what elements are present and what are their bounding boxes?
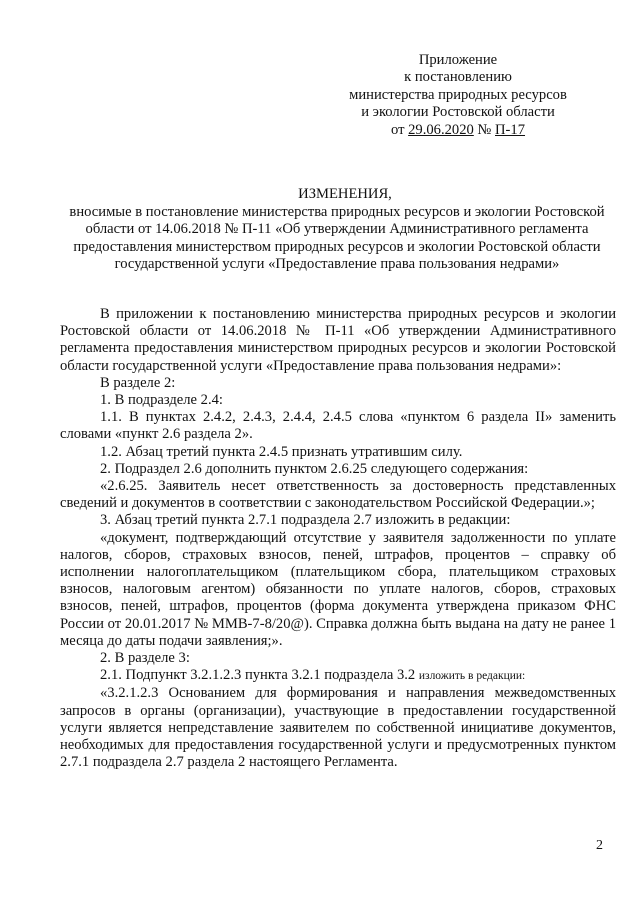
decree-number: П-17: [495, 121, 526, 138]
paragraph: «документ, подтверждающий отсутствие у заявителя задолженности по уплате налогов, сборов, страховых взносов, пеней, штрафов, процентов – справку об исполнении налогоплательщиком (плательщиком сбора, плательщиком страховых взносов, налоговым агентом) обязанности по уплате налогов, сборов, страховых взносов, пеней, штрафов, процентов (форма документа утверждена приказом ФНС России от 20.01.2017 № ММВ-7-8/20@). Справка должна быть выдана на дату не ранее 1 месяца до даты подачи заявления;».: [60, 529, 616, 649]
paragraph: 3. Абзац третий пункта 2.7.1 подраздела 2.7 изложить в редакции:: [100, 512, 511, 529]
paragraph: «2.6.25. Заявитель несет ответственность за достоверность представленных сведений и документов в соответствии с законодательством Российской Федерации.»;: [60, 478, 616, 512]
paragraph: 1. В подразделе 2.4:: [100, 392, 223, 409]
paragraph: 2. В разделе 3:: [100, 650, 190, 667]
title-subtitle: вносимые в постановление министерства природных ресурсов и экологии Ростовской области от 14.06.2018 № П-11 «Об утверждении Административного регламента предоставления министерством природных ресурсов и экологии Ростовской области государственной услуги «Предоставление права пользования недрами»: [69, 204, 605, 272]
appendix-line: и экологии Ростовской области: [361, 104, 555, 121]
appendix-line: Приложение: [418, 52, 498, 68]
decree-date: 29.06.2020: [408, 121, 474, 138]
paragraph-tail: изложить в редакции:: [418, 670, 526, 683]
paragraph: 1.1. В пунктах 2.4.2, 2.4.3, 2.4.4, 2.4.5 слова «пунктом 6 раздела II» заменить словами «пункт 2.6 раздела 2».: [60, 409, 616, 443]
page-number: 2: [596, 838, 603, 853]
paragraph-main: 2.1. Подпункт 3.2.1.2.3 пункта 3.2.1 подраздела 3.2: [100, 667, 419, 684]
appendix-line: к постановлению: [404, 69, 512, 86]
document-title: [56, 186, 618, 273]
paragraph: В разделе 2:: [100, 374, 176, 391]
appendix-header: [330, 52, 586, 139]
paragraph: [60, 667, 616, 685]
appendix-date-line: [330, 122, 586, 139]
appendix-line: министерства природных ресурсов: [349, 86, 567, 103]
title-heading: ИЗМЕНЕНИЯ,: [298, 186, 392, 202]
date-prefix: от: [390, 121, 409, 138]
paragraph: В приложении к постановлению министерства природных ресурсов и экологии Ростовской области от 14.06.2018 № П-11 «Об утверждении Административного регламента предоставления министерством природных ресурсов и экологии Ростовской области государственной услуги «Предоставление права пользования недрами»:: [60, 306, 616, 374]
number-prefix: №: [473, 121, 496, 138]
paragraph: 1.2. Абзац третий пункта 2.4.5 признать утратившим силу.: [100, 443, 463, 460]
paragraph: «3.2.1.2.3 Основанием для формирования и направления межведомственных запросов в органы (организации), участвующие в предоставлении государственной услуги является непредставление заявителем по собственной инициативе документов, необходимых для предоставления государственной услуги и предусмотренных пунктом 2.7.1 подраздела 2.7 раздела 2 настоящего Регламента.: [60, 685, 616, 771]
paragraph: 2. Подраздел 2.6 дополнить пунктом 2.6.25 следующего содержания:: [100, 460, 529, 477]
document-body: [60, 306, 616, 771]
